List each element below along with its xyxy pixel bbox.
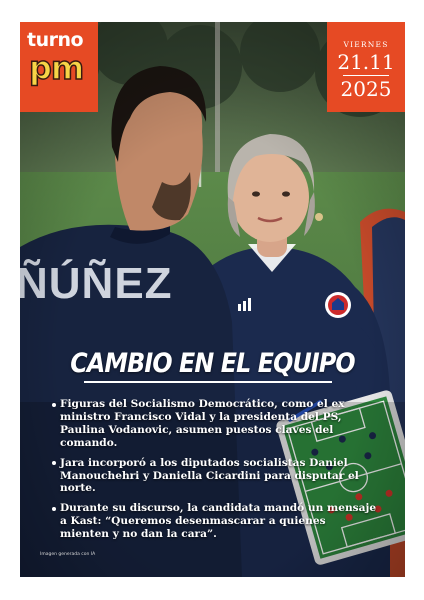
- date-divider: [343, 75, 389, 76]
- date-weekday: VIERNES: [343, 40, 389, 49]
- date-box: [327, 22, 405, 112]
- bullet-item: Figuras del Socialismo Democrático, como el ex ministro Francisco Vidal y la presidenta del PS, Paulina Vodanovic, asumen puestos claves del comando.: [60, 398, 378, 450]
- bullet-item: Jara incorporó a los diputados socialistas Daniel Manouchehri y Daniella Cicardini para disputar el norte.: [60, 457, 378, 496]
- bullet-item: Durante su discurso, la candidata mandó un mensaje a Kast: “Queremos desenmascarar a quienes mienten y no dan la cara”.: [60, 502, 377, 541]
- headline-underline: [84, 381, 332, 383]
- turnopm-logo[interactable]: [20, 22, 98, 112]
- date-year: 2025: [340, 77, 392, 101]
- logo-text-pm: pm: [29, 49, 84, 87]
- headline: CAMBIO EN EL EQUIPO: [70, 348, 355, 379]
- bullet-list: [60, 398, 378, 548]
- date-day-month: 21.11: [337, 50, 395, 74]
- image-credit: Imagen generada con IA: [40, 552, 96, 557]
- logo-text-turno: turno: [27, 29, 84, 51]
